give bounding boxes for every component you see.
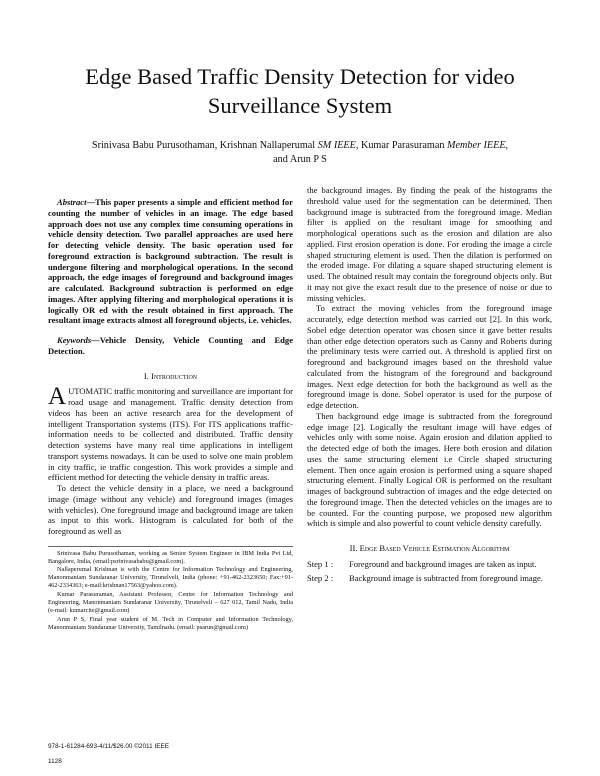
step-number: Step 2 :: [307, 572, 334, 583]
keywords-text: —Vehicle Density, Vehicle Counting and Edge Detection.: [48, 335, 293, 356]
abstract-label: Abstract—: [57, 197, 95, 207]
page-number: 1128: [48, 758, 62, 765]
left-column: [48, 197, 293, 632]
body-paragraph-3: Then background edge image is subtracted from the foreground edge image [2]. Logically the resultant image will have edges of vehicles only with some noise. Again erosion and dilation applied to the detected edge of both the images. Here both erosion and dilation uses the same structuring element i.e Circle shaped structuring element. Then once again erosion is performed using a square shaped structuring element. Finally Logical OR is performed on the resultant images of background subtraction of images and the edge detected on the foreground image. Then the detected vehicles on the images are to be counted. For the counting purpose, we proposed new algorithm which is simple and also powerful to count vehicle density carefully.: [307, 410, 552, 529]
footnotes: [48, 546, 293, 632]
abstract-text: This paper presents a simple and efficient method for counting the number of vehicles in an image. The edge based approach does not use any complex time consuming operations in vehicle density detection. Two parallel approaches are used here for detecting vehicle density. The basic operation used for foreground extraction is background subtraction. The result is undergone filtering and morphological operations. In the second approach, the edge images of foreground and background images are calculated. Background subtraction is performed on edge images. After applying filtering and morphological operations it is logically OR ed with the result obtained in first approach. The resultant image extracts almost all foreground objects, i.e. vehicles.: [48, 197, 293, 326]
body-paragraph-2: To extract the moving vehicles from the foreground image accurately, edge detection method was carried out [2]. In this work, Sobel edge detection operator was chosen since it gave better results than other edge detection operators such as Canny and Roberts during the preliminary tests were carried out. A threshold is applied first on foreground and background images based on the threshold value calculated from the histogram of the foreground and background images. Next edge detection for both the background as well as the foreground image is done. Sobel operator is used for the purpose of edge detection.: [307, 303, 552, 410]
algorithm-step: [307, 559, 552, 570]
keywords: [48, 335, 293, 357]
footer-isbn: 978-1-61284-693-4/11/$26.00 ©2011 IEEE: [48, 743, 170, 750]
section-number: II.: [349, 543, 358, 553]
section-heading-algorithm: [307, 543, 552, 554]
algorithm-steps: [307, 559, 552, 584]
body-paragraph-1: the background images. By finding the peak of the histograms the threshold value used for the segmentation can be determined. Then background image is subtracted from the foreground image. Median filter is applied on the resultant image for smoothing and morphological operations such as the erosion and dilation are also applied. First erosion operation is done. For eroding the image a circle shaped structuring element is used. Then the dilation is performed on the eroded image. For dilating a square shaped structuring element is used. The obtained result may contain the foreground objects only. But it may not give the exact result due to the presence of noise or due to missing vehicles.: [307, 185, 552, 303]
keywords-label: Keywords: [57, 335, 92, 345]
step-text: Background image is subtracted from foreground image.: [349, 572, 543, 583]
right-column: [307, 185, 552, 586]
intro-paragraph-2: To detect the vehicle density in a place, we need a background image (image without any vehicle) and foreground images (images with vehicles). One foreground image and background image are taken as input to this work. Histogram is calculated for both of the foreground as well as: [48, 483, 293, 536]
section-heading-introduction: [48, 371, 293, 382]
section-title: Edge Based Vehicle Estimation Algorithm: [359, 543, 510, 553]
author-names-2: Kumar Parasuraman: [360, 140, 445, 151]
footnote-1: Srinivasa Babu Purusothaman, working as Senior System Engineer in IBM India Pvt Ltd, Bangalore, India, (email:psrinivasababu@gmail.com).: [48, 549, 293, 565]
author-list: Srinivasa Babu Purusothaman, Krishnan Nallaperumal SM IEEE, Kumar Parasuraman Member IEEE, and Arun P S: [91, 140, 509, 165]
footnote-2: Nallaperumal Krishnan is with the Centre for Information Technology and Engineering, Manonmaniam Sundaranar University, Tirunelveli, India (phone: +91-462-2323650; Fax:+91-462-2334363; e-mail:krishnan17563@yahoo.com).: [48, 566, 293, 590]
step-number: Step 1 :: [307, 558, 334, 569]
author-role-1: SM IEEE: [317, 140, 356, 151]
intro-paragraph-1: [48, 383, 293, 483]
footnote-3: Kumar Parasuraman, Assistant Professor, Centre for Information Technology and Engineering, Manonmaniam Sundaranar University, Tirunelveli – 627 012, Tamil Nadu, India (e-mail: kumarcite@gmail.com): [48, 590, 293, 615]
algorithm-step: [307, 573, 552, 584]
section-number: I.: [143, 370, 149, 381]
author-names-1: Srinivasa Babu Purusothaman, Krishnan Nallaperumal: [91, 140, 316, 151]
abstract: [48, 197, 293, 326]
footnote-4: Arun P S, Final year student of M. Tech in Computer and Information Technology, Manonmaniam Sundaranar University, Tamilnadu. (email: psarun@gmail.com): [48, 615, 293, 631]
step-text: Foreground and background images are taken as input.: [349, 558, 537, 569]
author-role-2: Member IEEE,: [446, 140, 509, 151]
drop-cap: A: [48, 383, 67, 411]
intro-paragraph-1-text: UTOMATIC traffic monitoring and surveillance are important for road usage and management. Traffic density detection from videos has been an active research area for the development of intelligent Transportation systems (ITS). For ITS applications traffic- information needs to be collected and distributed. Traffic density detection systems have many real time applications in intelligent transport systems nowadays. It can be used to solve one main problem in city traffic, ie traffic congestion. This work provides a simple and efficient method for detecting the vehicle density in traffic areas.: [48, 386, 293, 483]
paper-title: Edge Based Traffic Density Detection for video Surveillance System: [85, 64, 515, 118]
section-title: Introduction: [150, 370, 198, 381]
author-names-3: and Arun P S: [273, 154, 327, 165]
